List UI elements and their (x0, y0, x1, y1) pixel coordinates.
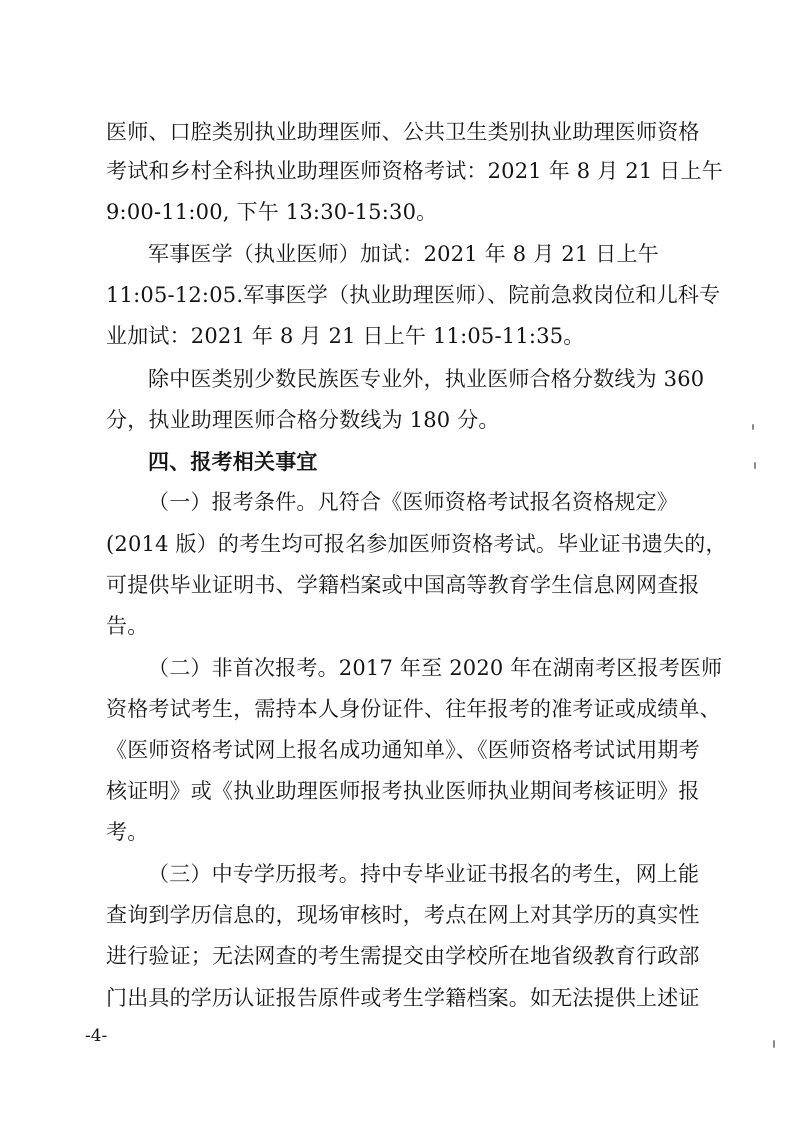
body-text-line: （三）中专学历报考。持中专毕业证书报名的考生，网上能 (148, 862, 700, 886)
section-heading: 四、报考相关事宜 (148, 450, 318, 474)
body-text-line: 核证明》或《执业助理医师报考执业医师执业期间考核证明》报 (106, 779, 700, 803)
body-text-line: 考试和乡村全科执业助理医师资格考试：2021 年 8 月 21 日上午 (106, 159, 723, 183)
body-text-line: 军事医学（执业医师）加试：2021 年 8 月 21 日上午 (148, 242, 659, 266)
body-text-line: (2014 版）的考生均可报名参加医师资格考试。毕业证书遗失的， (106, 532, 727, 556)
body-text-line: 业加试：2021 年 8 月 21 日上午 11:05-11:35。 (106, 324, 585, 348)
body-text-line: 查询到学历信息的，现场审核时，考点在网上对其学历的真实性 (106, 903, 700, 927)
body-text-line: 9:00-11:00, 下午 13:30-15:30。 (106, 200, 438, 224)
body-text-line: 分，执业助理医师合格分数线为 180 分。 (106, 408, 500, 432)
body-text-line: （一）报考条件。凡符合《医师资格考试报名资格规定》 (148, 490, 678, 514)
body-text-line: 告。 (106, 614, 149, 638)
body-text-line: 可提供毕业证明书、学籍档案或中国高等教育学生信息网网查报 (106, 573, 700, 597)
body-text-line: （二）非首次报考。2017 年至 2020 年在湖南考区报考医师 (148, 656, 723, 680)
body-text-line: 除中医类别少数民族医专业外，执业医师合格分数线为 360 (148, 367, 705, 391)
body-text-line: 考。 (106, 820, 149, 844)
body-text-line: 资格考试考生，需持本人身份证件、往年报考的准考证或成绩单、 (106, 697, 721, 721)
scan-speck (752, 424, 754, 430)
body-text-line: 《医师资格考试网上报名成功通知单》、《医师资格考试试用期考 (106, 738, 700, 762)
scan-speck (754, 462, 756, 469)
body-text-line: 医师、口腔类别执业助理医师、公共卫生类别执业助理医师资格 (106, 120, 700, 144)
body-text-line: 11:05-12:05.军事医学（执业助理医师）、院前急救岗位和儿科专 (106, 283, 721, 307)
body-text-line: 进行验证；无法网查的考生需提交由学校所在地省级教育行政部 (106, 944, 700, 968)
scan-speck (773, 1040, 775, 1048)
body-text-line: 门出具的学历认证报告原件或考生学籍档案。如无法提供上述证 (106, 986, 700, 1010)
page-number: -4- (85, 1026, 108, 1046)
